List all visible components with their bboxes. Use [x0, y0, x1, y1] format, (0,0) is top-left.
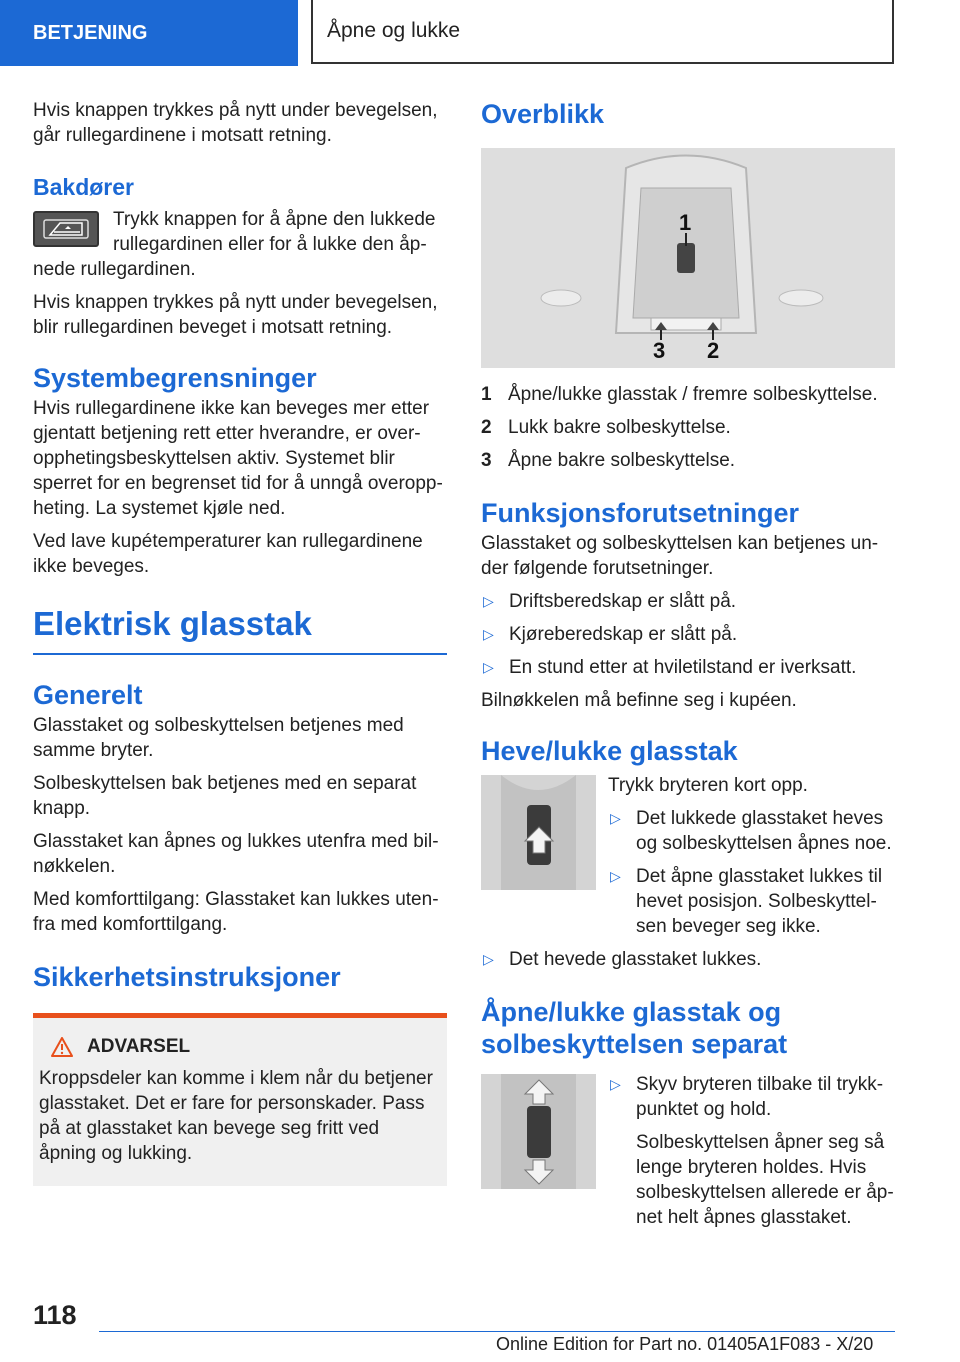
right-column [481, 98, 895, 1238]
bakdorer-text-2: Hvis knappen trykkes på nytt under bevegelsen, blir rullegardinen beveget i motsatt retning. [33, 292, 438, 338]
heve-block [481, 773, 895, 947]
switch-up-photo [481, 775, 596, 890]
page-number: 118 [33, 1300, 77, 1330]
heve-heading: Heve/lukke glasstak [481, 736, 738, 766]
image-label-3: 3 [653, 338, 666, 363]
list-item: 1 Åpne/lukke glasstak / fremre solbeskyttelse. [481, 384, 878, 405]
system-heading: Systembegrensninger [33, 363, 317, 393]
heve-bullets-2 [481, 947, 895, 972]
overblikk-heading: Overblikk [481, 99, 605, 129]
bakdorer-text: Trykk knappen for å åpne den lukkede rullegardinen eller for å lukke den åpnede rullegardinen. [33, 209, 436, 280]
left-column [33, 98, 447, 1186]
heve-text: Trykk bryteren kort opp. [608, 775, 808, 796]
warning-header [51, 1036, 439, 1058]
image-label-1: 1 [679, 210, 692, 235]
page-header [0, 0, 960, 68]
apne-heading: Åpne/lukke glasstak og solbeskyttelsen separat [481, 997, 788, 1059]
warning-title: ADVARSEL [87, 1036, 191, 1057]
legend-list [481, 382, 895, 473]
warning-text: Kroppsdeler kan komme i klem når du betjener glasstaket. Det er fare for personskader. Pass på at glasstaket kan bevege seg fritt ved åpning og lukking. [39, 1068, 433, 1164]
list-item: ▷ Driftsberedskap er slått på. [483, 591, 737, 612]
glasstak-heading: Elektrisk glasstak [33, 605, 312, 642]
bullet-triangle-icon: ▷ [483, 626, 494, 642]
image-label-2: 2 [707, 338, 720, 363]
chapter-title: Åpne og lukke [311, 0, 894, 64]
generelt-text-4: Med komforttilgang: Glasstaket kan lukkes utenfra med komforttilgang. [33, 889, 439, 935]
generelt-heading: Generelt [33, 680, 143, 710]
warning-triangle-icon [51, 1037, 73, 1057]
sikkerhet-heading: Sikkerhetsinstruksjoner [33, 962, 341, 992]
system-text: Hvis rullegardinene ikke kan beveges mer etter gjentatt betjening rett etter hverandre, er overopphetingsbeskyttelsen aktiv. Systemet blir sperret for en begrenset tid for å unngå overoppheting. La systemet kjøle ned. [33, 398, 443, 519]
apne-bullets [608, 1072, 895, 1122]
heve-bullets [608, 806, 895, 939]
bullet-triangle-icon: ▷ [483, 659, 494, 675]
edition-text: Online Edition for Part no. 01405A1F083 - X/20 [496, 1334, 874, 1354]
funksjon-bullets [481, 589, 895, 680]
list-item: 3 Åpne bakre solbeskyttelse. [481, 450, 736, 471]
list-item: ▷ Kjøreberedskap er slått på. [483, 624, 738, 645]
section-tab: BETJENING [0, 0, 298, 66]
list-item: ▷ Skyv bryteren tilbake til trykkpunktet og hold. [610, 1074, 884, 1120]
generelt-text-1: Glasstaket og solbeskyttelsen betjenes med samme bryter. [33, 715, 404, 761]
funksjon-text-2: Bilnøkkelen må befinne seg i kupéen. [481, 690, 797, 711]
bullet-triangle-icon: ▷ [610, 1076, 621, 1092]
intro-paragraph: Hvis knappen trykkes på nytt under bevegelsen, går rullegardinene i motsatt retning. [33, 100, 438, 146]
bullet-triangle-icon: ▷ [483, 951, 494, 967]
funksjon-text: Glasstaket og solbeskyttelsen kan betjenes under følgende forutsetninger. [481, 533, 879, 579]
bullet-triangle-icon: ▷ [483, 593, 494, 609]
apne-block [481, 1072, 895, 1238]
generelt-text-3: Glasstaket kan åpnes og lukkes utenfra med bilnøkkelen. [33, 831, 439, 877]
apne-text-block [608, 1072, 895, 1238]
warning-box [33, 1013, 447, 1186]
bullet-triangle-icon: ▷ [610, 868, 621, 884]
bakdorer-heading: Bakdører [33, 174, 134, 200]
heading-rule [33, 653, 447, 655]
list-item: ▷ Det hevede glasstaket lukkes. [483, 949, 762, 970]
bullet-triangle-icon: ▷ [610, 810, 621, 826]
generelt-text-2: Solbeskyttelsen bak betjenes med en separat knapp. [33, 773, 417, 819]
list-item: ▷ Det åpne glasstaket lukkes til hevet posisjon. Solbeskyttelsen beveger seg ikke. [610, 866, 883, 937]
overview-photo [481, 148, 895, 368]
rear-blind-button-icon [33, 211, 99, 247]
list-item: ▷ En stund etter at hviletilstand er iverksatt. [483, 657, 857, 678]
system-text-2: Ved lave kupétemperaturer kan rullegardinene ikke beveges. [33, 531, 423, 577]
list-item: ▷ Det lukkede glasstaket heves og solbeskyttelsen åpnes noe. [610, 808, 892, 854]
apne-text: Solbeskyttelsen åpner seg så lenge bryteren holdes. Hvis solbeskyttelsen allerede er åpnet helt åpnes glasstaket. [636, 1132, 894, 1228]
funksjon-heading: Funksjonsforutsetninger [481, 498, 800, 528]
footer-rule [99, 1331, 895, 1332]
list-item: 2 Lukk bakre solbeskyttelse. [481, 417, 731, 438]
switch-back-photo [481, 1074, 596, 1189]
bakdorer-block [33, 207, 447, 282]
heve-text-block [608, 773, 895, 947]
